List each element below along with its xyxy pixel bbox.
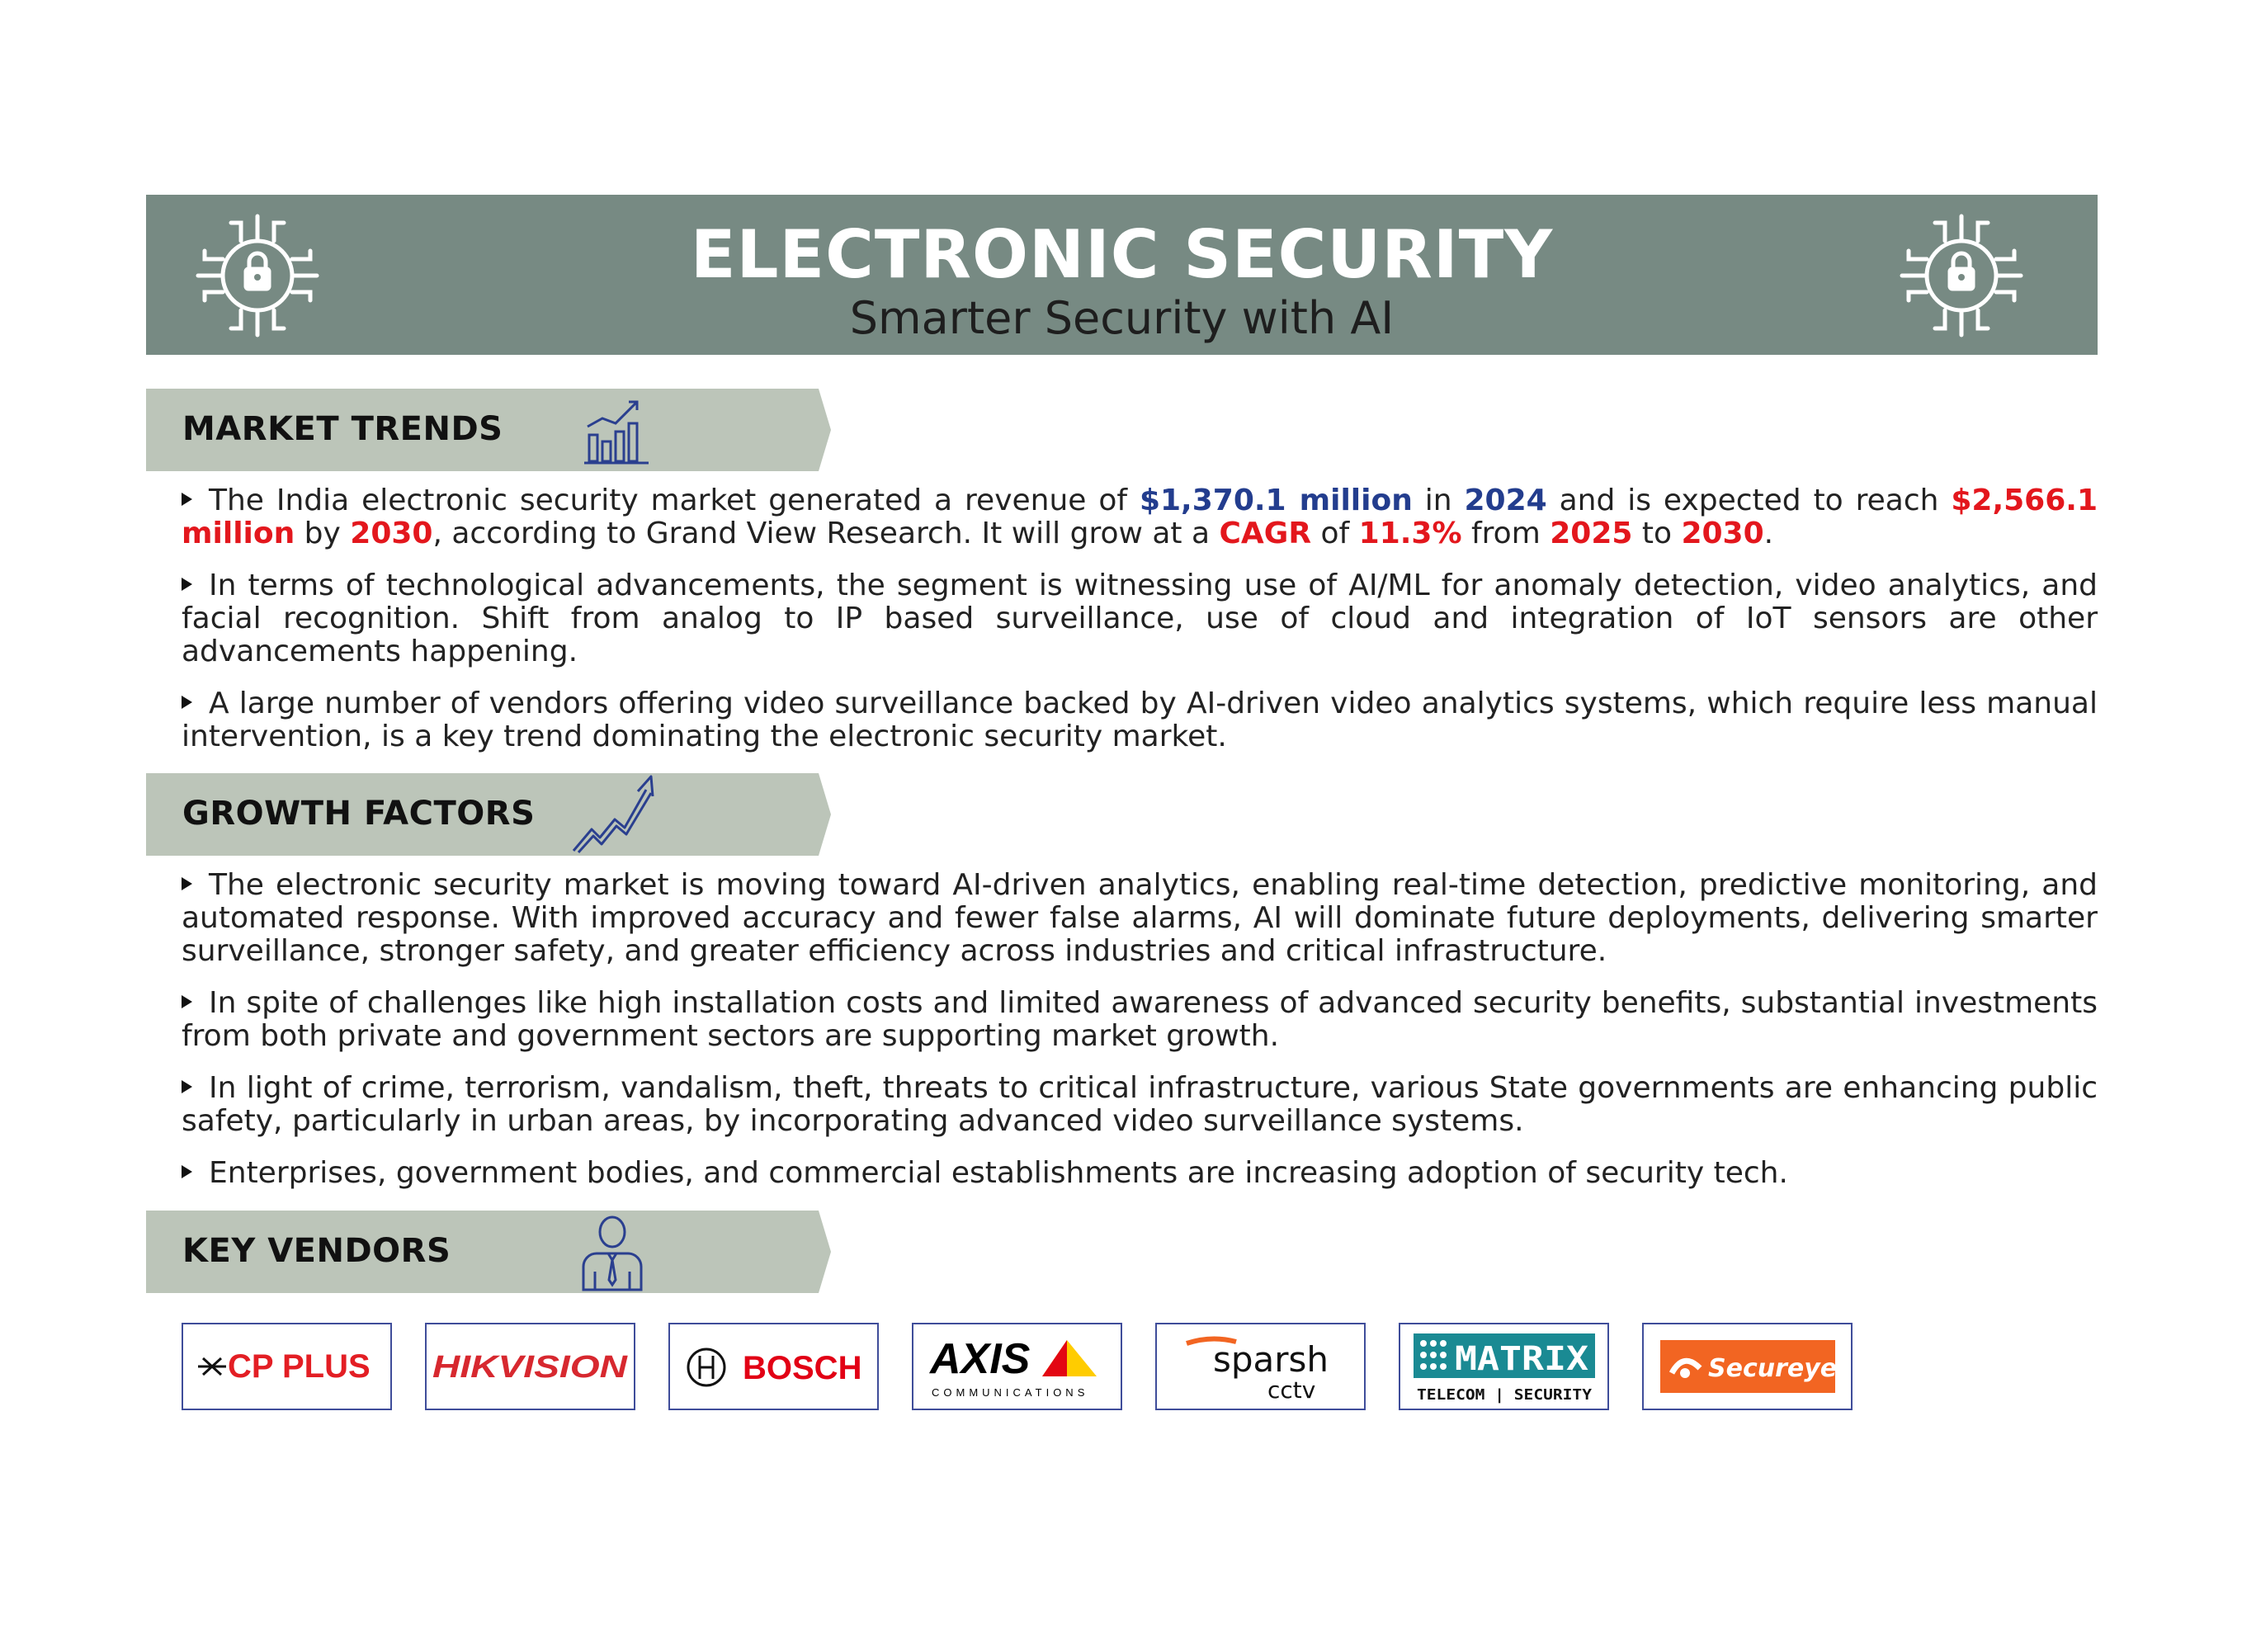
page-subtitle: Smarter Security with AI bbox=[849, 292, 1395, 344]
body-text: to bbox=[1632, 517, 1682, 550]
chip-lock-icon bbox=[1887, 201, 2036, 350]
bullet-triangle-icon bbox=[182, 1165, 192, 1178]
highlight-text: 2024 bbox=[1464, 484, 1547, 517]
vendor-logo-secureye bbox=[1642, 1323, 1853, 1410]
vendor-name: AXIS bbox=[929, 1335, 1030, 1383]
bar-chart-trend-icon bbox=[579, 394, 654, 468]
vendor-name: Secureye bbox=[1707, 1354, 1837, 1383]
vendor-name: sparsh bbox=[1212, 1339, 1329, 1380]
section-header-key-vendors bbox=[146, 1211, 831, 1293]
highlight-text: $1,370.1 million bbox=[1139, 484, 1413, 517]
vendor-name: HIKVISION bbox=[432, 1350, 629, 1385]
body-text: A large number of vendors offering video surveillance backed by AI-driven video analytics systems, which require less manual intervention, is a key trend dominating the electronic security market. bbox=[182, 687, 2098, 753]
growth-factors-list bbox=[182, 869, 2098, 1209]
vendor-logo-bosch bbox=[668, 1323, 879, 1410]
section-header-growth-factors bbox=[146, 773, 831, 856]
businessman-icon bbox=[575, 1214, 649, 1293]
growth-arrow-icon bbox=[567, 770, 666, 857]
vendor-name: MATRIX bbox=[1454, 1340, 1588, 1378]
body-text: from bbox=[1461, 517, 1551, 550]
bullet-triangle-icon bbox=[182, 877, 192, 890]
list-item bbox=[182, 484, 2098, 550]
list-item bbox=[182, 869, 2098, 968]
list-item bbox=[182, 987, 2098, 1053]
body-text: . bbox=[1763, 517, 1774, 550]
market-trends-list bbox=[182, 484, 2098, 772]
page-title: ELECTRONIC SECURITY bbox=[690, 216, 1554, 293]
highlight-text: 2030 bbox=[350, 517, 433, 550]
title-banner bbox=[146, 195, 2098, 355]
vendor-logos bbox=[182, 1323, 1853, 1410]
body-text: in bbox=[1412, 484, 1465, 517]
body-text: by bbox=[295, 517, 351, 550]
body-text: The India electronic security market generated a revenue of bbox=[209, 484, 1140, 517]
body-text: The electronic security market is moving toward AI-driven analytics, enabling real-time detection, predictive monitoring, and automated response. With improved accuracy and fewer false alarms, AI will dominate future deployments, delivering smarter surveillance, stronger safety, and greater efficiency across industries and critical infrastructure. bbox=[182, 868, 2098, 968]
vendor-logo-hikvision bbox=[425, 1323, 635, 1410]
list-item bbox=[182, 1157, 2098, 1190]
section-title: MARKET TRENDS bbox=[182, 410, 503, 448]
highlight-text: 2030 bbox=[1681, 517, 1764, 550]
vendor-logo-sparsh bbox=[1155, 1323, 1366, 1410]
vendor-logo-axis bbox=[912, 1323, 1122, 1410]
list-item bbox=[182, 687, 2098, 753]
body-text: In terms of technological advancements, the segment is witnessing use of AI/ML for anomaly detection, video analytics, and facial recognition. Shift from analog to IP based surveillance, use of cloud and integration of IoT sensors are other advancements happening. bbox=[182, 569, 2098, 668]
vendor-logo-cpplus bbox=[182, 1323, 392, 1410]
body-text: In light of crime, terrorism, vandalism, theft, threats to critical infrastructure, various State governments are enhancing public safety, particularly in urban areas, by incorporating advanced video surveillance systems. bbox=[182, 1071, 2098, 1138]
list-item bbox=[182, 1072, 2098, 1138]
bullet-triangle-icon bbox=[182, 1080, 192, 1093]
body-text: of bbox=[1311, 517, 1359, 550]
bullet-triangle-icon bbox=[182, 696, 192, 709]
bullet-triangle-icon bbox=[182, 578, 192, 591]
vendor-logo-matrix bbox=[1399, 1323, 1609, 1410]
body-text: and is expected to reach bbox=[1546, 484, 1952, 517]
section-header-market-trends bbox=[146, 389, 831, 471]
vendor-tagline: cctv bbox=[1267, 1376, 1315, 1404]
bullet-triangle-icon bbox=[182, 995, 192, 1008]
highlight-text: CAGR bbox=[1219, 517, 1312, 550]
section-title: GROWTH FACTORS bbox=[182, 795, 536, 833]
body-text: Enterprises, government bodies, and commercial establishments are increasing adoption of security tech. bbox=[209, 1156, 1788, 1190]
vendor-name: BOSCH bbox=[742, 1350, 861, 1386]
list-item bbox=[182, 569, 2098, 668]
highlight-text: 2025 bbox=[1550, 517, 1633, 550]
body-text: In spite of challenges like high installation costs and limited awareness of advanced security benefits, substantial investments from both private and government sectors are supporting market growth. bbox=[182, 986, 2098, 1053]
vendor-tagline: TELECOM | SECURITY bbox=[1416, 1386, 1592, 1404]
axis-logo bbox=[918, 1325, 1116, 1408]
vendor-name: CP PLUS bbox=[227, 1348, 371, 1385]
bosch-logo bbox=[675, 1329, 873, 1404]
cpplus-logo bbox=[188, 1329, 386, 1404]
highlight-text: 11.3% bbox=[1358, 517, 1462, 550]
matrix-logo bbox=[1405, 1325, 1603, 1408]
sparsh-logo bbox=[1162, 1325, 1360, 1408]
secureye-logo bbox=[1649, 1325, 1847, 1408]
bullet-triangle-icon bbox=[182, 493, 192, 506]
body-text: , according to Grand View Research. It will grow at a bbox=[432, 517, 1220, 550]
hikvision-logo bbox=[427, 1329, 634, 1404]
vendor-tagline: COMMUNICATIONS bbox=[931, 1386, 1088, 1399]
highlight-text: $2,566.1 million bbox=[182, 484, 2098, 550]
section-title: KEY VENDORS bbox=[182, 1232, 451, 1270]
